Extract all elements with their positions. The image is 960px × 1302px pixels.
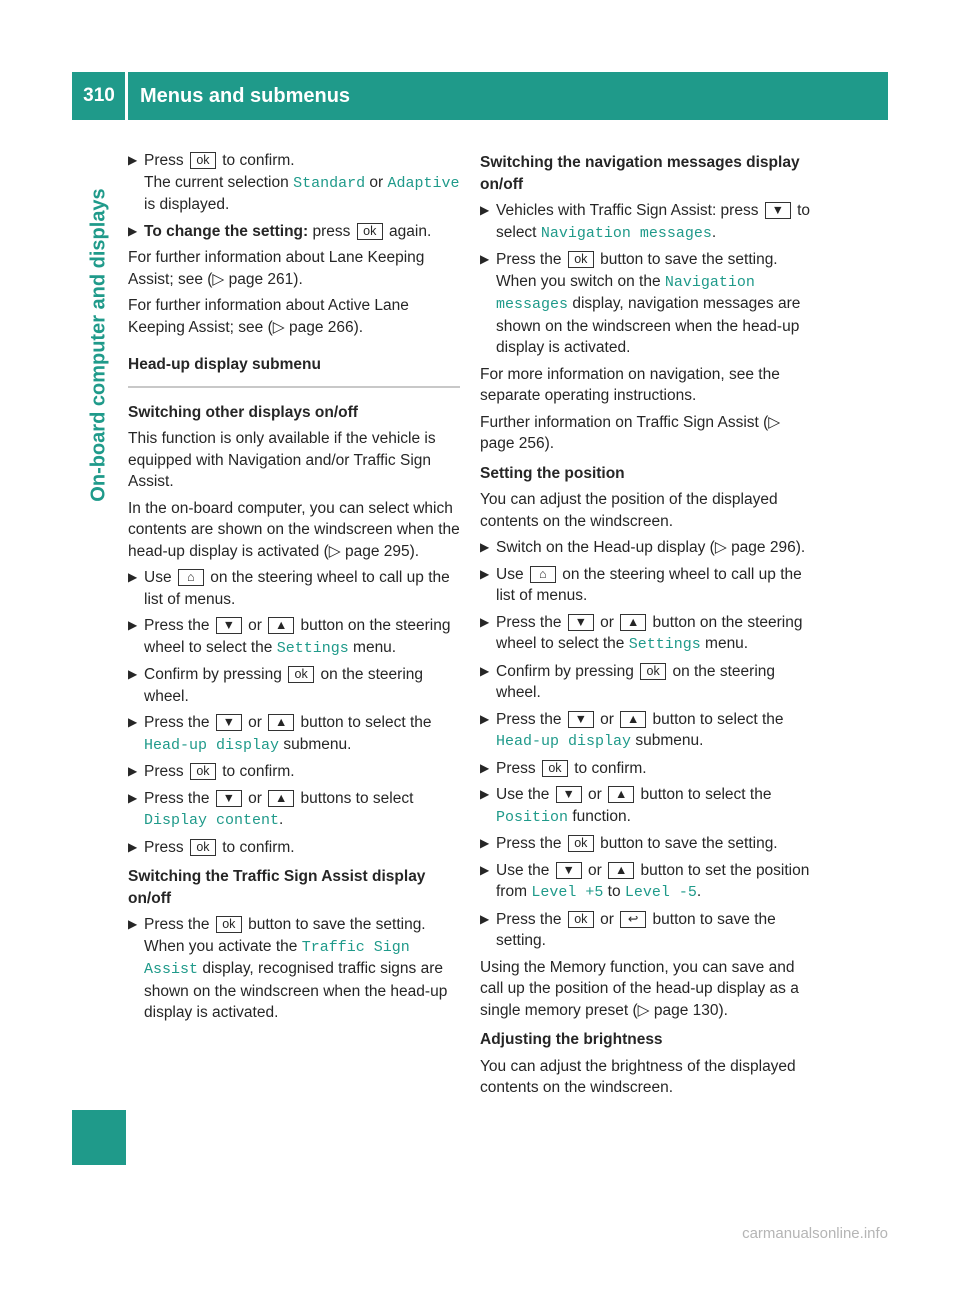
menu-option: Adaptive	[387, 174, 460, 192]
paragraph: You can adjust the brightness of the displayed contents on the windscreen.	[480, 1057, 796, 1096]
list-item: ▶ Vehicles with Traffic Sign Assist: press ▼ to select Navigation messages.	[480, 202, 811, 242]
ok-key-icon: ok	[568, 835, 594, 852]
list-item: ▶ Press the ▼ or ▲ button on the steering wheel to select the Settings menu.	[480, 613, 803, 653]
list-item: ▶ Press ok to confirm.	[128, 761, 460, 783]
step-arrow-icon: ▶	[480, 836, 490, 850]
list-item: ▶ Use the ▼ or ▲ button to set the position from Level +5 to Level -5.	[480, 861, 810, 901]
step-arrow-icon: ▶	[480, 203, 490, 217]
header-divider	[125, 72, 128, 120]
section-heading: Head-up display submenu	[128, 354, 460, 388]
up-key-icon: ▲	[268, 617, 294, 634]
step-arrow-icon: ▶	[480, 540, 490, 554]
list-item: ▶ Press the ok button to save the setting. When you activate the Traffic Sign Assist display, recognised traffic signs are shown on the windscreen when the head-up display is activated.	[128, 916, 448, 1021]
paragraph: In the on-board computer, you can select which contents are shown on the windscreen when the head-up display is activated (▷ page 295).	[128, 499, 460, 560]
page-number: 310	[83, 85, 115, 106]
step-arrow-icon: ▶	[128, 715, 138, 729]
menu-option: Settings	[276, 639, 349, 657]
menu-option: Level -5	[624, 884, 697, 901]
up-key-icon: ▲	[620, 711, 646, 728]
list-item: ▶ Press the ▼ or ▲ button on the steering wheel to select the Settings menu.	[128, 617, 451, 657]
list-item: ▶ Confirm by pressing ok on the steering wheel.	[128, 666, 423, 705]
step-arrow-icon: ▶	[128, 570, 138, 584]
ok-key-icon: ok	[357, 223, 383, 240]
ok-key-icon: ok	[190, 152, 216, 169]
menu-option: Settings	[628, 636, 701, 653]
step-arrow-icon: ▶	[480, 760, 490, 775]
step-arrow-icon: ▶	[128, 839, 138, 854]
subsection-heading: Switching the Traffic Sign Assist display on/off	[128, 868, 426, 907]
subsection-heading: Switching other displays on/off	[128, 403, 358, 421]
step-arrow-icon: ▶	[480, 252, 490, 266]
list-item: ▶ Press the ▼ or ▲ buttons to select Display content.	[128, 789, 414, 829]
step-arrow-icon: ▶	[128, 618, 138, 632]
step-arrow-icon: ▶	[128, 667, 138, 681]
list-item: ▶ Press the ok button to save the setting.	[480, 833, 814, 855]
ok-key-icon: ok	[190, 839, 216, 856]
list-item: ▶ Press ok to confirm.	[128, 837, 460, 859]
step-arrow-icon: ▶	[480, 663, 490, 678]
down-key-icon: ▼	[568, 711, 594, 728]
section-title: Menus and submenus	[140, 84, 351, 107]
list-item: ▶ Press the ▼ or ▲ button to select the Head-up display submenu.	[128, 714, 432, 754]
list-item: ▶ Press the ok button to save the setting. When you switch on the Navigation messages display, navigation messages are shown on the windscreen when the head-up display is activated.	[480, 251, 801, 356]
down-key-icon: ▼	[765, 202, 791, 219]
down-key-icon: ▼	[568, 614, 594, 631]
watermark: carmanualsonline.info	[742, 1225, 888, 1242]
step-arrow-icon: ▶	[128, 764, 138, 778]
step-arrow-icon: ▶	[480, 862, 490, 877]
paragraph: For further information about Lane Keeping Assist; see (▷ page 261).	[128, 249, 425, 288]
ok-key-icon: ok	[542, 760, 568, 777]
menu-option: Traffic Sign Assist	[144, 938, 410, 978]
subsection-heading: Switching the navigation messages display on/off	[480, 154, 800, 193]
subsection-heading: Setting the position	[480, 464, 625, 482]
home-key-icon: ⌂	[530, 566, 556, 583]
menu-option: Display content	[144, 812, 280, 829]
down-key-icon: ▼	[556, 862, 582, 879]
paragraph: This function is only available if the vehicle is equipped with Navigation and/or Traffic Sign Assist.	[128, 430, 436, 490]
up-key-icon: ▲	[268, 714, 294, 731]
menu-option: Head-up display	[496, 733, 632, 750]
home-key-icon: ⌂	[178, 569, 204, 586]
paragraph: Further information on Traffic Sign Assist (▷ page 256).	[480, 413, 781, 452]
step-arrow-icon: ▶	[128, 153, 138, 167]
step-arrow-icon: ▶	[480, 711, 490, 726]
list-item: ▶ Press ok to confirm.	[480, 758, 814, 780]
step-arrow-icon: ▶	[128, 223, 138, 238]
step-arrow-icon: ▶	[480, 614, 490, 629]
up-key-icon: ▲	[608, 786, 634, 803]
list-item: ▶ Use the ▼ or ▲ button to select the Position function.	[480, 786, 772, 826]
ok-key-icon: ok	[568, 911, 594, 928]
paragraph: You can adjust the position of the displayed contents on the windscreen.	[480, 491, 778, 530]
down-key-icon: ▼	[216, 617, 242, 634]
menu-option: Head-up display	[144, 736, 280, 754]
list-item: ▶ Confirm by pressing ok on the steering wheel.	[480, 662, 775, 701]
step-arrow-icon: ▶	[480, 566, 490, 581]
ok-key-icon: ok	[568, 251, 594, 268]
list-item: ▶ Use ⌂ on the steering wheel to call up the list of menus.	[480, 565, 802, 604]
list-item: ▶ Use ⌂ on the steering wheel to call up the list of menus.	[128, 569, 450, 608]
list-item: ▶ Press the ok or ↩ button to save the setting.	[480, 910, 776, 949]
down-key-icon: ▼	[556, 786, 582, 803]
list-item: ▶ Press ok to confirm. The current selection Standard or Adaptive is displayed.	[128, 152, 460, 213]
side-tab-marker	[72, 1110, 126, 1165]
up-key-icon: ▲	[620, 614, 646, 631]
up-key-icon: ▲	[268, 790, 294, 807]
right-column	[480, 150, 814, 1104]
ok-key-icon: ok	[640, 663, 666, 680]
list-item: ▶ To change the setting: press ok again.	[128, 221, 460, 243]
left-column	[128, 150, 460, 1029]
paragraph: Using the Memory function, you can save and call up the position of the head-up display as a single memory preset (▷ page 130).	[480, 958, 799, 1019]
menu-option: Navigation messages	[540, 224, 712, 242]
ok-key-icon: ok	[190, 763, 216, 780]
down-key-icon: ▼	[216, 790, 242, 807]
menu-option: Position	[496, 808, 569, 826]
menu-option: Navigation messages	[496, 273, 755, 313]
paragraph: For further information about Active Lane Keeping Assist; see (▷ page 266).	[128, 297, 409, 336]
up-key-icon: ▲	[608, 862, 634, 879]
side-tab-label: On-board computer and displays	[87, 188, 110, 502]
down-key-icon: ▼	[216, 714, 242, 731]
ok-key-icon: ok	[288, 666, 314, 683]
back-key-icon: ↩	[620, 911, 646, 928]
menu-option: Level +5	[531, 884, 604, 901]
ok-key-icon: ok	[216, 916, 242, 933]
menu-option: Standard	[293, 174, 366, 192]
step-arrow-icon: ▶	[480, 787, 490, 801]
list-item: ▶ Switch on the Head-up display (▷ page 296).	[480, 537, 814, 559]
step-arrow-icon: ▶	[480, 911, 490, 926]
list-item: ▶ Press the ▼ or ▲ button to select the Head-up display submenu.	[480, 710, 784, 750]
paragraph: For more information on navigation, see the separate operating instructions.	[480, 365, 780, 404]
step-arrow-icon: ▶	[128, 917, 138, 931]
subsection-heading: Adjusting the brightness	[480, 1031, 663, 1048]
step-arrow-icon: ▶	[128, 790, 138, 805]
